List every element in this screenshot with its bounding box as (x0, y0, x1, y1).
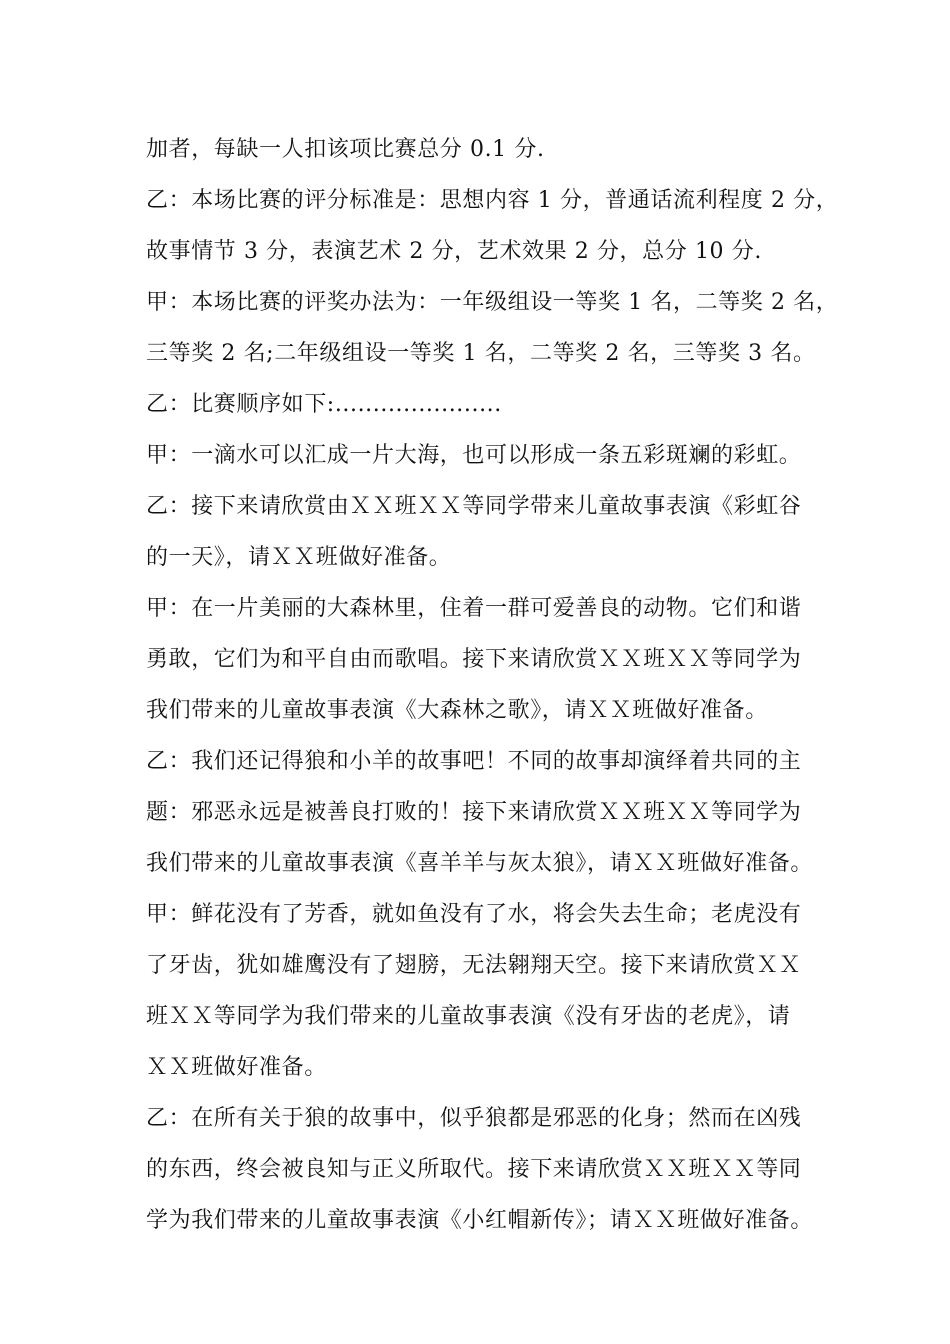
text-line: 甲：鲜花没有了芳香，就如鱼没有了水，将会失去生命；老虎没有 (146, 902, 802, 927)
text-line: 乙：本场比赛的评分标准是：思想内容 1 分，普通话流利程度 2 分， (146, 188, 839, 213)
text-line: 三等奖 2 名;二年级组设一等奖 1 名，二等奖 2 名，三等奖 3 名。 (146, 341, 816, 366)
text-line: 乙：比赛顺序如下:...................... (146, 392, 502, 417)
text-line: 我们带来的儿童故事表演《大森林之歌》，请ＸＸ班做好准备。 (146, 698, 768, 723)
text-line: 学为我们带来的儿童故事表演《小红帽新传》；请ＸＸ班做好准备。 (146, 1208, 814, 1233)
text-line: 班ＸＸ等同学为我们带来的儿童故事表演《没有牙齿的老虎》，请 (146, 1004, 791, 1029)
text-line: 甲：本场比赛的评奖办法为：一年级组设一等奖 1 名，二等奖 2 名， (146, 290, 839, 315)
text-line: 乙：我们还记得狼和小羊的故事吧！不同的故事却演绎着共同的主 (146, 749, 802, 774)
text-line: 甲：一滴水可以汇成一片大海，也可以形成一条五彩斑斓的彩虹。 (146, 443, 802, 468)
text-line: 乙：在所有关于狼的故事中，似乎狼都是邪恶的化身；然而在凶残 (146, 1106, 802, 1131)
text-line: ＸＸ班做好准备。 (146, 1055, 327, 1080)
text-line: 故事情节 3 分，表演艺术 2 分，艺术效果 2 分，总分 10 分. (146, 239, 762, 264)
text-line: 勇敢，它们为和平自由而歌唱。接下来请欣赏ＸＸ班ＸＸ等同学为 (146, 647, 802, 672)
text-line: 我们带来的儿童故事表演《喜羊羊与灰太狼》，请ＸＸ班做好准备。 (146, 851, 814, 876)
text-line: 的一天》，请ＸＸ班做好准备。 (146, 545, 452, 570)
text-line: 的东西，终会被良知与正义所取代。接下来请欣赏ＸＸ班ＸＸ等同 (146, 1157, 802, 1182)
text-line: 甲：在一片美丽的大森林里，住着一群可爱善良的动物。它们和谐 (146, 596, 802, 621)
text-line: 加者，每缺一人扣该项比赛总分 0.1 分. (146, 137, 545, 162)
text-line: 乙：接下来请欣赏由ＸＸ班ＸＸ等同学带来儿童故事表演《彩虹谷 (146, 494, 802, 519)
text-line: 了牙齿，犹如雄鹰没有了翅膀，无法翱翔天空。接下来请欣赏ＸＸ (146, 953, 802, 978)
text-line: 题：邪恶永远是被善良打败的！接下来请欣赏ＸＸ班ＸＸ等同学为 (146, 800, 802, 825)
